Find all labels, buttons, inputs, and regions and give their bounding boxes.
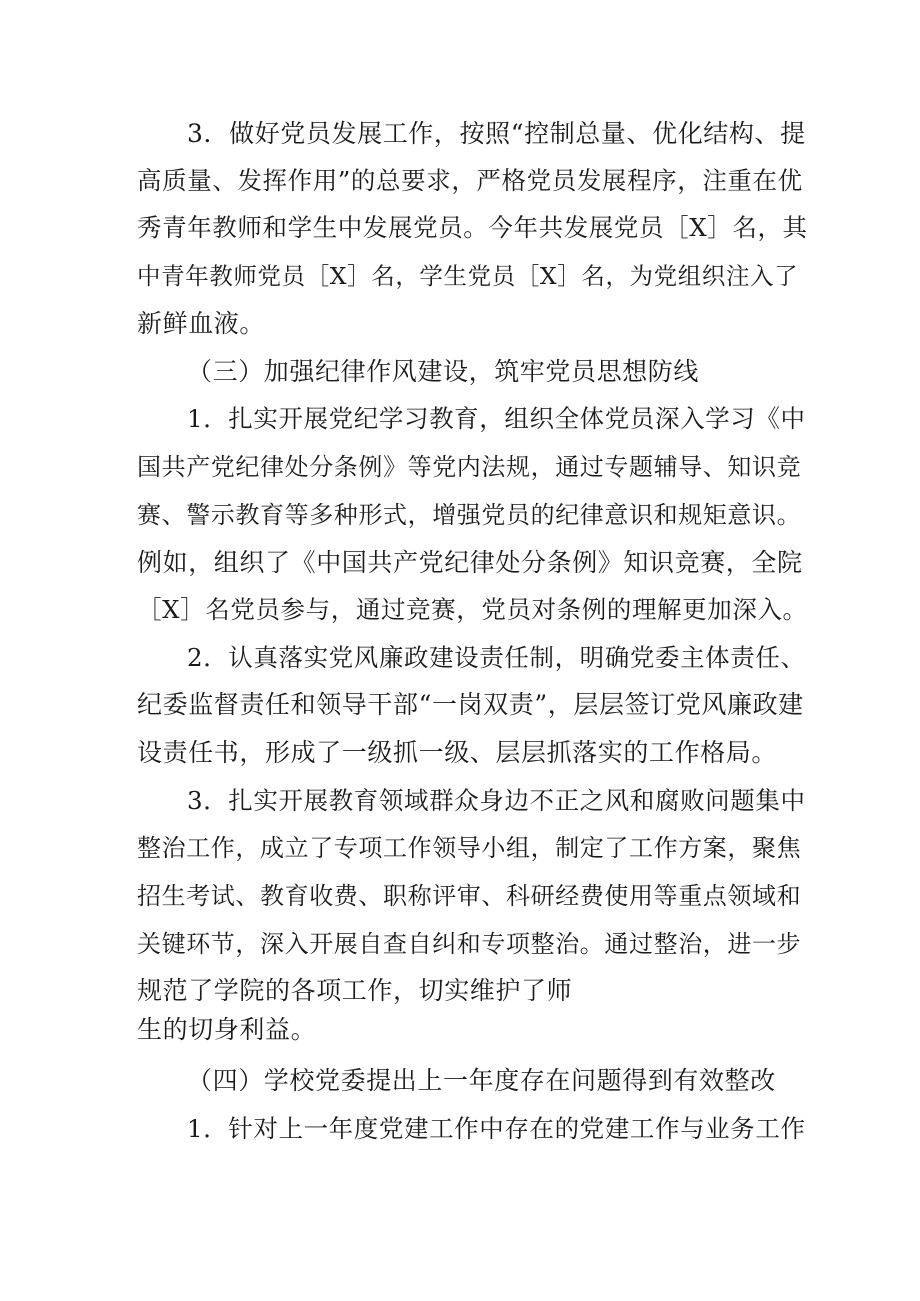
paragraph-line: 新鲜血液。: [137, 309, 266, 338]
paragraph-line: 1．扎实开展党纪学习教育，组织全体党员深入学习《中: [187, 404, 806, 433]
paragraph-line: 生的切身利益。: [137, 1015, 317, 1044]
paragraph-line: 例如，组织了《中国共产党纪律处分条例》知识竞赛，全院: [137, 548, 803, 577]
paragraph-line: 国共产党纪律处分条例》等党内法规，通过专题辅导、知识竞: [137, 453, 802, 481]
paragraph-line: 招生考试、教育收费、职称评审、科研经费使用等重点领域和: [137, 882, 802, 910]
paragraph-line: 2．认真落实党风廉政建设责任制，明确党委主体责任、: [187, 643, 806, 672]
paragraph-line: 3．扎实开展教育领域群众身边不正之风和腐败问题集中: [187, 786, 806, 815]
section-heading: （三）加强纪律作风建设，筑牢党员思想防线: [187, 357, 700, 386]
paragraph-line: 1．针对上一年度党建工作中存在的党建工作与业务工作: [187, 1114, 806, 1143]
paragraph-line: 秀青年教师和学生中发展党员。今年共发展党员［X］名，其: [137, 213, 808, 242]
paragraph-line: ［X］名党员参与，通过竞赛，党员对条例的理解更加深入。: [137, 595, 808, 624]
paragraph-line: 规范了学院的各项工作，切实维护了师: [137, 976, 573, 1005]
paragraph-line: 高质量、发挥作用”的总要求，严格党员发展程序，注重在优: [137, 166, 803, 195]
paragraph-line: 3．做好党员发展工作，按照“控制总量、优化结构、提: [187, 119, 806, 148]
paragraph-line: 设责任书，形成了一级抓一级、层层抓落实的工作格局。: [137, 738, 778, 767]
section-heading: （四）学校党委提出上一年度存在问题得到有效整改: [187, 1066, 776, 1095]
paragraph-line: 关键环节，深入开展自查自纠和专项整治。通过整治，进一步: [137, 930, 802, 958]
paragraph-line: 纪委监督责任和领导干部“一岗双责”，层层签订党风廉政建: [137, 690, 804, 719]
paragraph-line: 赛、警示教育等多种形式，增强党员的纪律意识和规矩意识。: [137, 501, 802, 529]
paragraph-line: 中青年教师党员［X］名，学生党员［X］名，为党组织注入了: [137, 262, 799, 290]
paragraph-line: 整治工作，成立了专项工作领导小组，制定了工作方案，聚焦: [137, 834, 802, 862]
